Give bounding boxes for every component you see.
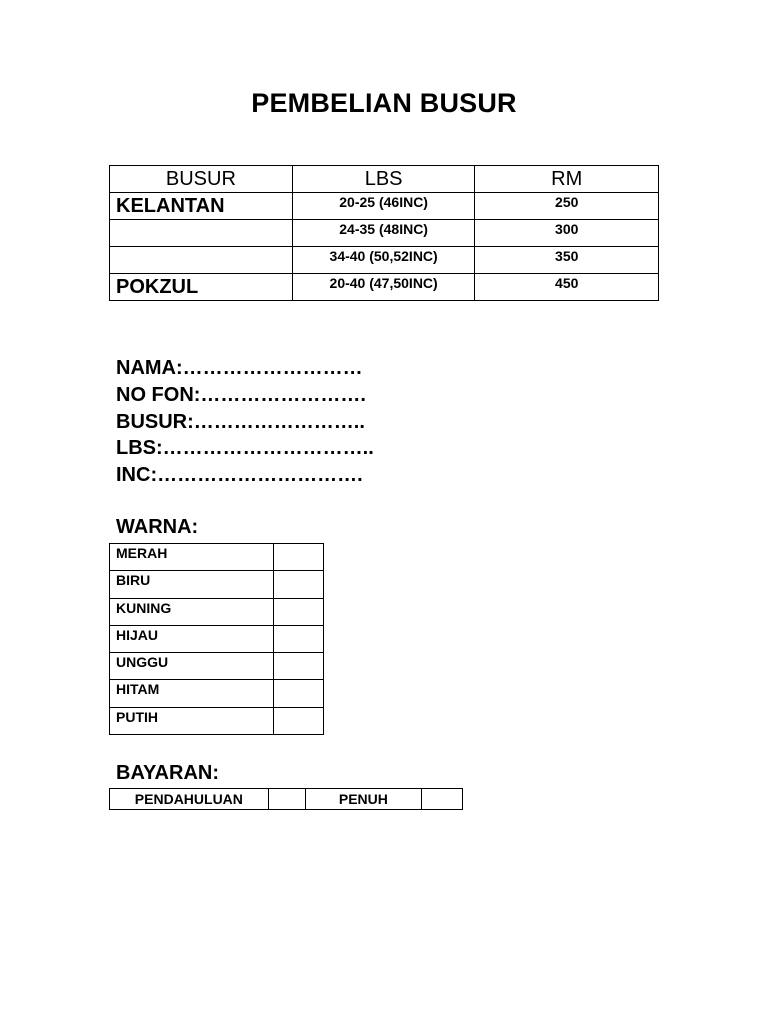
list-item: [110, 544, 324, 571]
price-table-header: [110, 166, 659, 193]
price-cell: 300: [475, 220, 659, 247]
price-table: [109, 165, 659, 301]
table-row: [110, 247, 659, 274]
inc-field[interactable]: INC:………………………….: [116, 464, 363, 487]
lbs-cell: 24-35 (48INC): [292, 220, 475, 247]
bow-type-cell: POKZUL: [110, 274, 293, 301]
payment-option-pendahuluan-label: PENDAHULUAN: [110, 789, 269, 810]
lbs-cell: 20-40 (47,50INC): [292, 274, 475, 301]
lbs-cell: 20-25 (46INC): [292, 193, 475, 220]
list-item: [110, 680, 324, 707]
payment-option-penuh-label: PENUH: [305, 789, 422, 810]
payment-options-table: [109, 788, 463, 810]
bayaran-label: BAYARAN:: [116, 762, 219, 784]
lbs-field[interactable]: LBS:…………………………..: [116, 437, 374, 460]
color-options-table: [109, 543, 324, 735]
bow-type-cell: [110, 247, 293, 274]
payment-penuh-checkbox[interactable]: [422, 789, 463, 810]
column-header-rm: RM: [475, 166, 659, 193]
column-header-lbs: LBS: [292, 166, 475, 193]
price-cell: 350: [475, 247, 659, 274]
price-cell: 250: [475, 193, 659, 220]
table-row: [110, 274, 659, 301]
nama-field[interactable]: NAMA:………………………: [116, 357, 363, 379]
color-option-label: KUNING: [110, 598, 274, 625]
color-checkbox[interactable]: [274, 707, 324, 734]
color-option-label: BIRU: [110, 571, 274, 598]
color-checkbox[interactable]: [274, 571, 324, 598]
table-row: [110, 193, 659, 220]
color-option-label: PUTIH: [110, 707, 274, 734]
table-row: [110, 220, 659, 247]
busur-field[interactable]: BUSUR:……………………..: [116, 410, 365, 433]
column-header-busur: BUSUR: [110, 166, 293, 193]
list-item: [110, 653, 324, 680]
color-checkbox[interactable]: [274, 680, 324, 707]
no-fon-field[interactable]: NO FON:…………………….: [116, 383, 366, 406]
color-option-label: HITAM: [110, 680, 274, 707]
payment-pendahuluan-checkbox[interactable]: [268, 789, 305, 810]
bow-type-cell: KELANTAN: [110, 193, 293, 220]
bow-type-cell: [110, 220, 293, 247]
table-row: [110, 789, 463, 810]
price-cell: 450: [475, 274, 659, 301]
color-option-label: MERAH: [110, 544, 274, 571]
color-checkbox[interactable]: [274, 653, 324, 680]
page-title: PEMBELIAN BUSUR: [251, 88, 517, 118]
color-option-label: HIJAU: [110, 625, 274, 652]
list-item: [110, 707, 324, 734]
order-form-fields: [116, 355, 374, 489]
warna-label: WARNA:: [116, 516, 199, 538]
color-checkbox[interactable]: [274, 625, 324, 652]
list-item: [110, 598, 324, 625]
color-checkbox[interactable]: [274, 598, 324, 625]
list-item: [110, 625, 324, 652]
color-option-label: UNGGU: [110, 653, 274, 680]
list-item: [110, 571, 324, 598]
lbs-cell: 34-40 (50,52INC): [292, 247, 475, 274]
color-checkbox[interactable]: [274, 544, 324, 571]
